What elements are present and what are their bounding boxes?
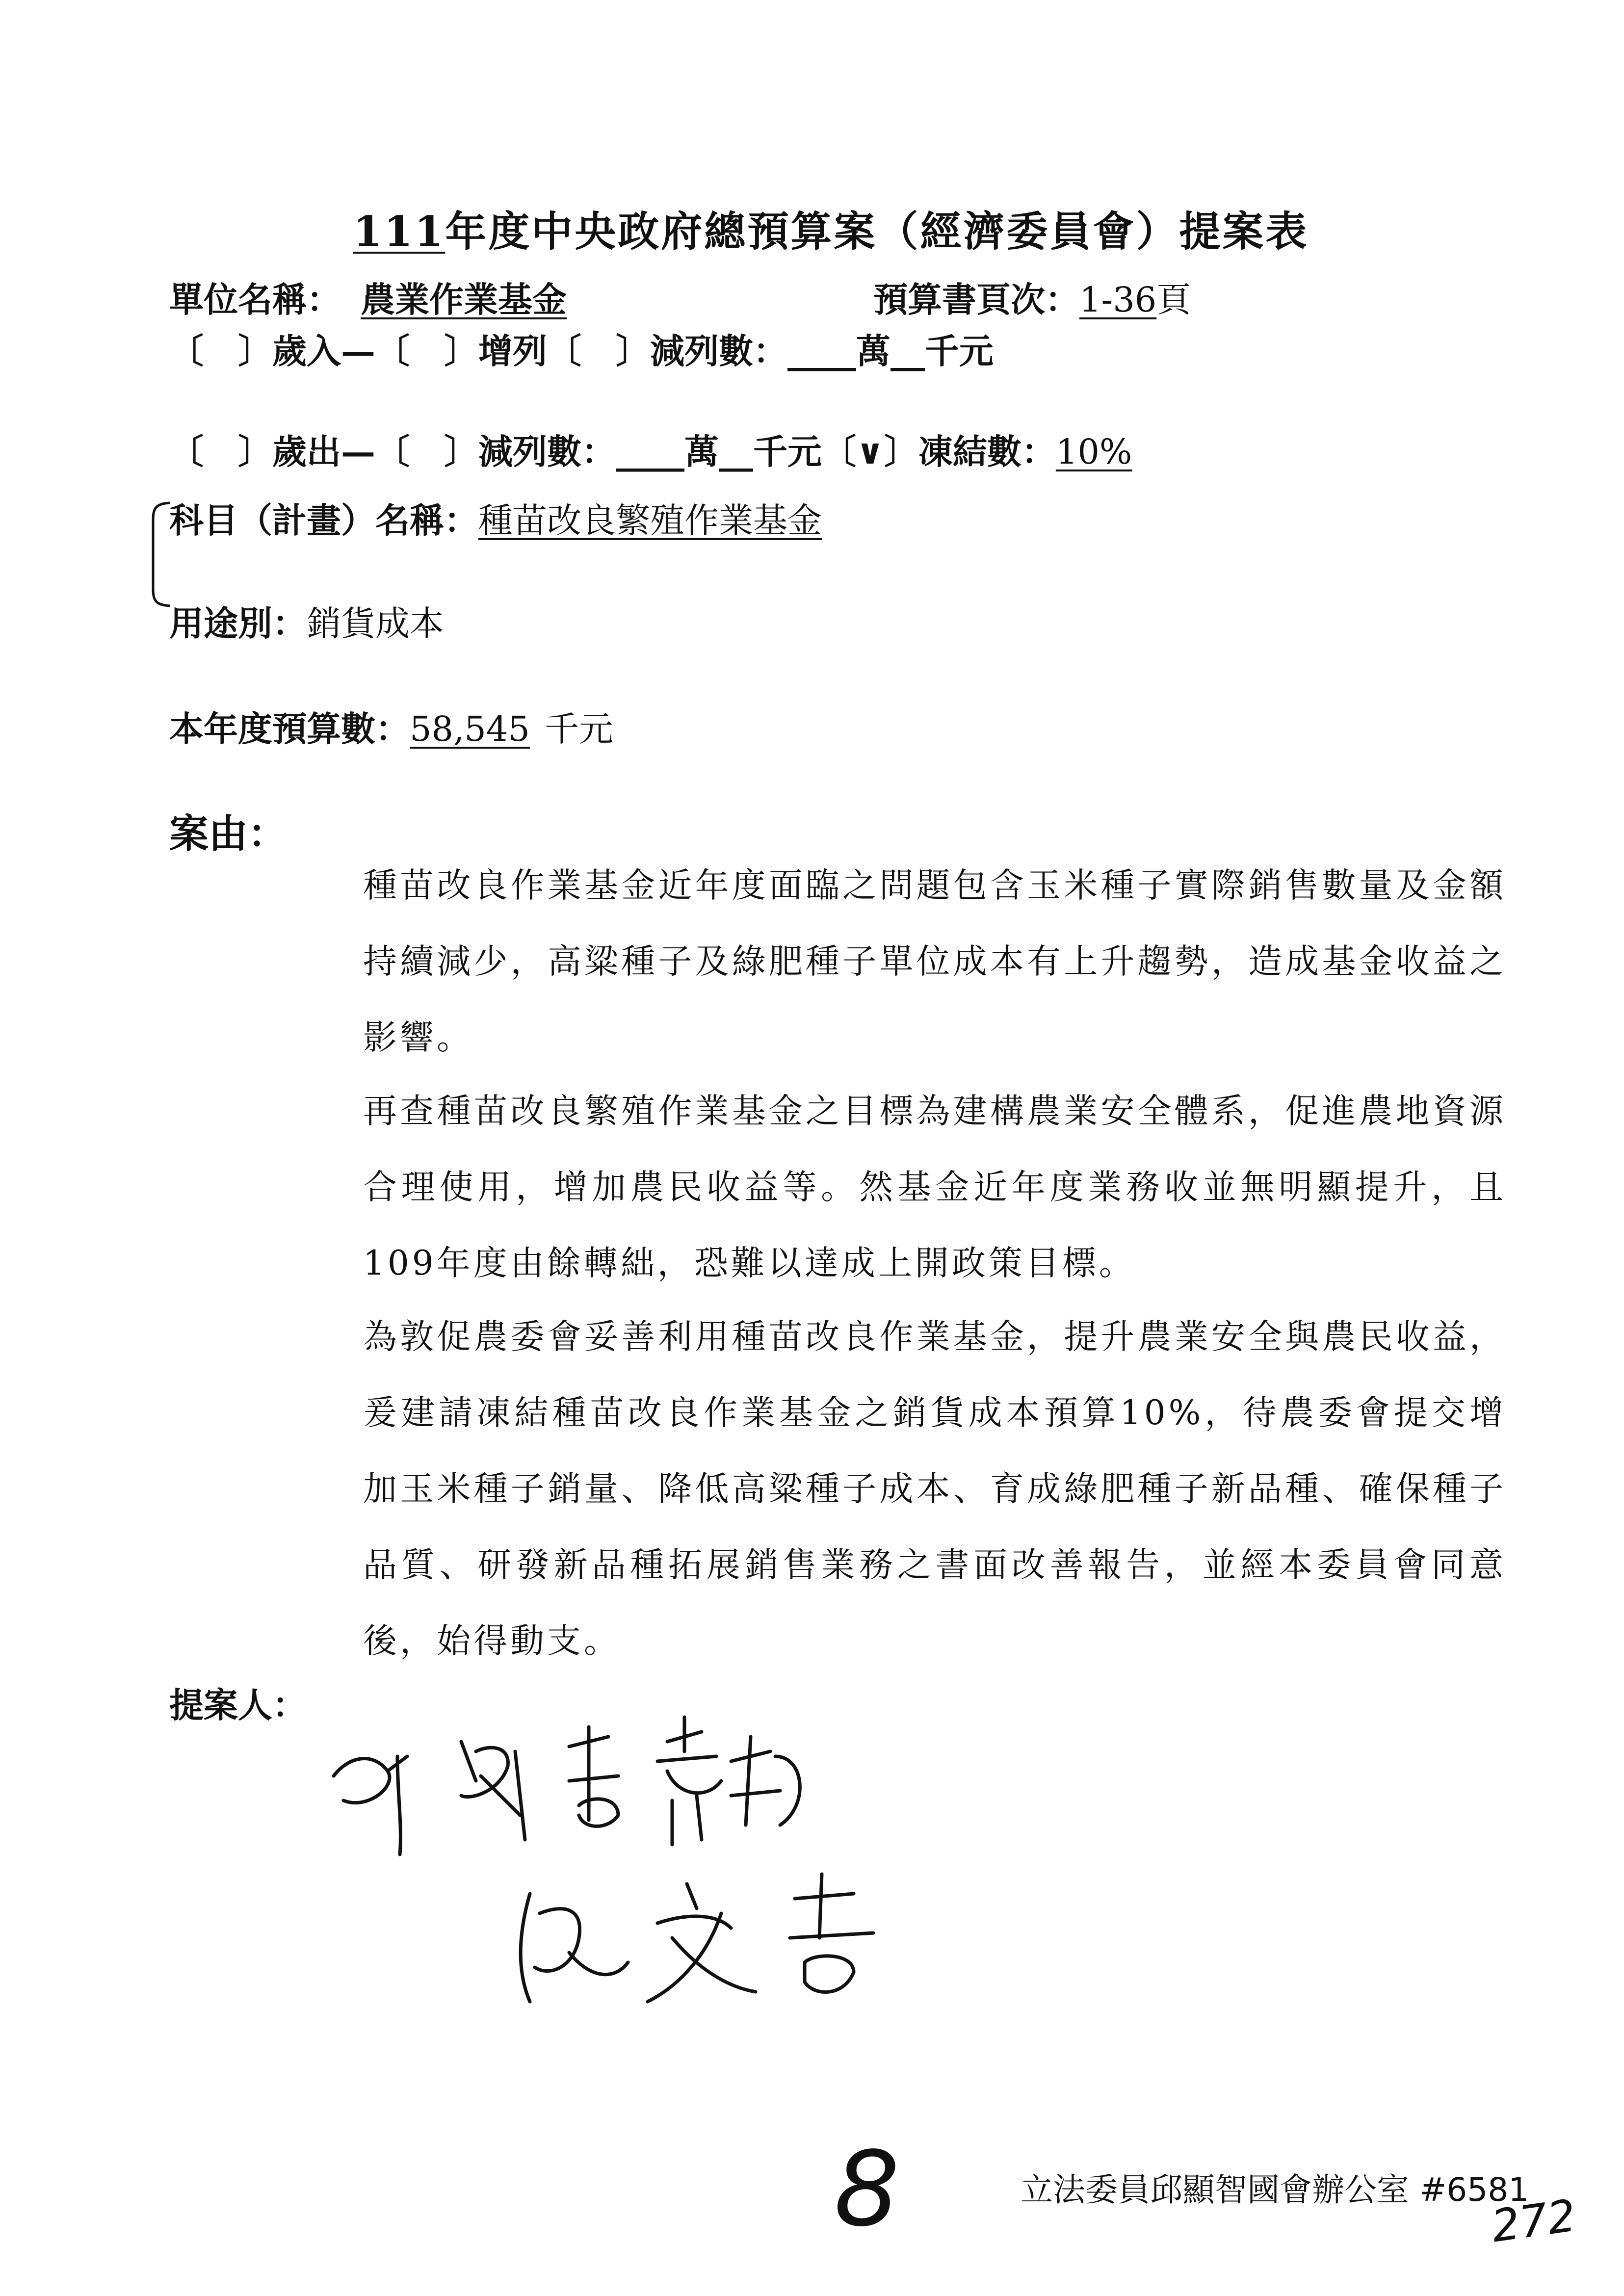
budget-suffix: 千元	[544, 709, 613, 749]
expense-line	[169, 424, 1132, 474]
expense-prefix: 〔 〕歲出—〔 〕減列數：____萬__千元〔∨〕凍結數：	[169, 431, 1056, 472]
unit-row	[169, 272, 576, 322]
freeze-value: 10%	[1055, 432, 1132, 472]
subject-label: 科目（計畫）名稱：	[169, 500, 478, 541]
subject-row	[169, 493, 822, 543]
budget-value: 58,545	[410, 709, 530, 749]
budget-label: 本年度預算數：	[169, 708, 410, 749]
proposer-label: 提案人：	[169, 1685, 307, 1725]
signature-2	[500, 1854, 942, 2016]
revenue-line: 〔 〕歲入—〔 〕增列〔 〕減列數：____萬__千元	[169, 331, 994, 371]
page-ref-label: 預算書頁次：	[873, 279, 1079, 320]
page-ref-row	[873, 272, 1191, 322]
reason-paragraph-2: 再查種苗改良繁殖作業基金之目標為建構農業安全體系，促進農地資源合理使用，增加農民收益等。然基金近年度業務收並無明顯提升，且109年度由餘轉絀，恐難以達成上開政策目標。	[363, 1092, 1506, 1283]
title-year: 111	[353, 207, 445, 256]
reason-paragraph-1: 種苗改良作業基金近年度面臨之問題包含玉米種子實際銷售數量及金額持續減少，高粱種子及綠肥種子單位成本有上升趨勢，造成基金收益之影響。	[363, 866, 1506, 1057]
signature-1	[314, 1697, 829, 1859]
usage-value: 銷貨成本	[307, 603, 444, 644]
usage-label: 用途別：	[169, 603, 307, 644]
budget-row	[169, 702, 613, 751]
unit-value: 農業作業基金	[361, 279, 567, 320]
footer-office: 立法委員邱顯智國會辦公室 #6581	[1021, 2171, 1529, 2209]
reason-label: 案由：	[169, 810, 287, 857]
title-text: 年度中央政府總預算案（經濟委員會）提案表	[445, 207, 1309, 256]
page-ref-suffix: 頁	[1156, 280, 1191, 320]
handwritten-number: 8	[834, 2129, 900, 2249]
document-title	[353, 199, 1309, 258]
page-stamp: 272	[1488, 2190, 1579, 2253]
page-ref-value: 1-36	[1079, 280, 1157, 320]
unit-label: 單位名稱：	[169, 279, 341, 320]
reason-paragraph-3: 為敦促農委會妥善利用種苗改良作業基金，提升農業安全與農民收益，爰建請凍結種苗改良作業基金之銷貨成本預算10%，待農委會提交增加玉米種子銷量、降低高粱種子成本、育成綠肥種子新品種、確保種子品質、研發新品種拓展銷售業務之書面改善報告，並經本委員會同意後，始得動支。	[363, 1317, 1506, 1661]
usage-row	[169, 596, 444, 646]
subject-value: 種苗改良繁殖作業基金	[478, 500, 822, 541]
